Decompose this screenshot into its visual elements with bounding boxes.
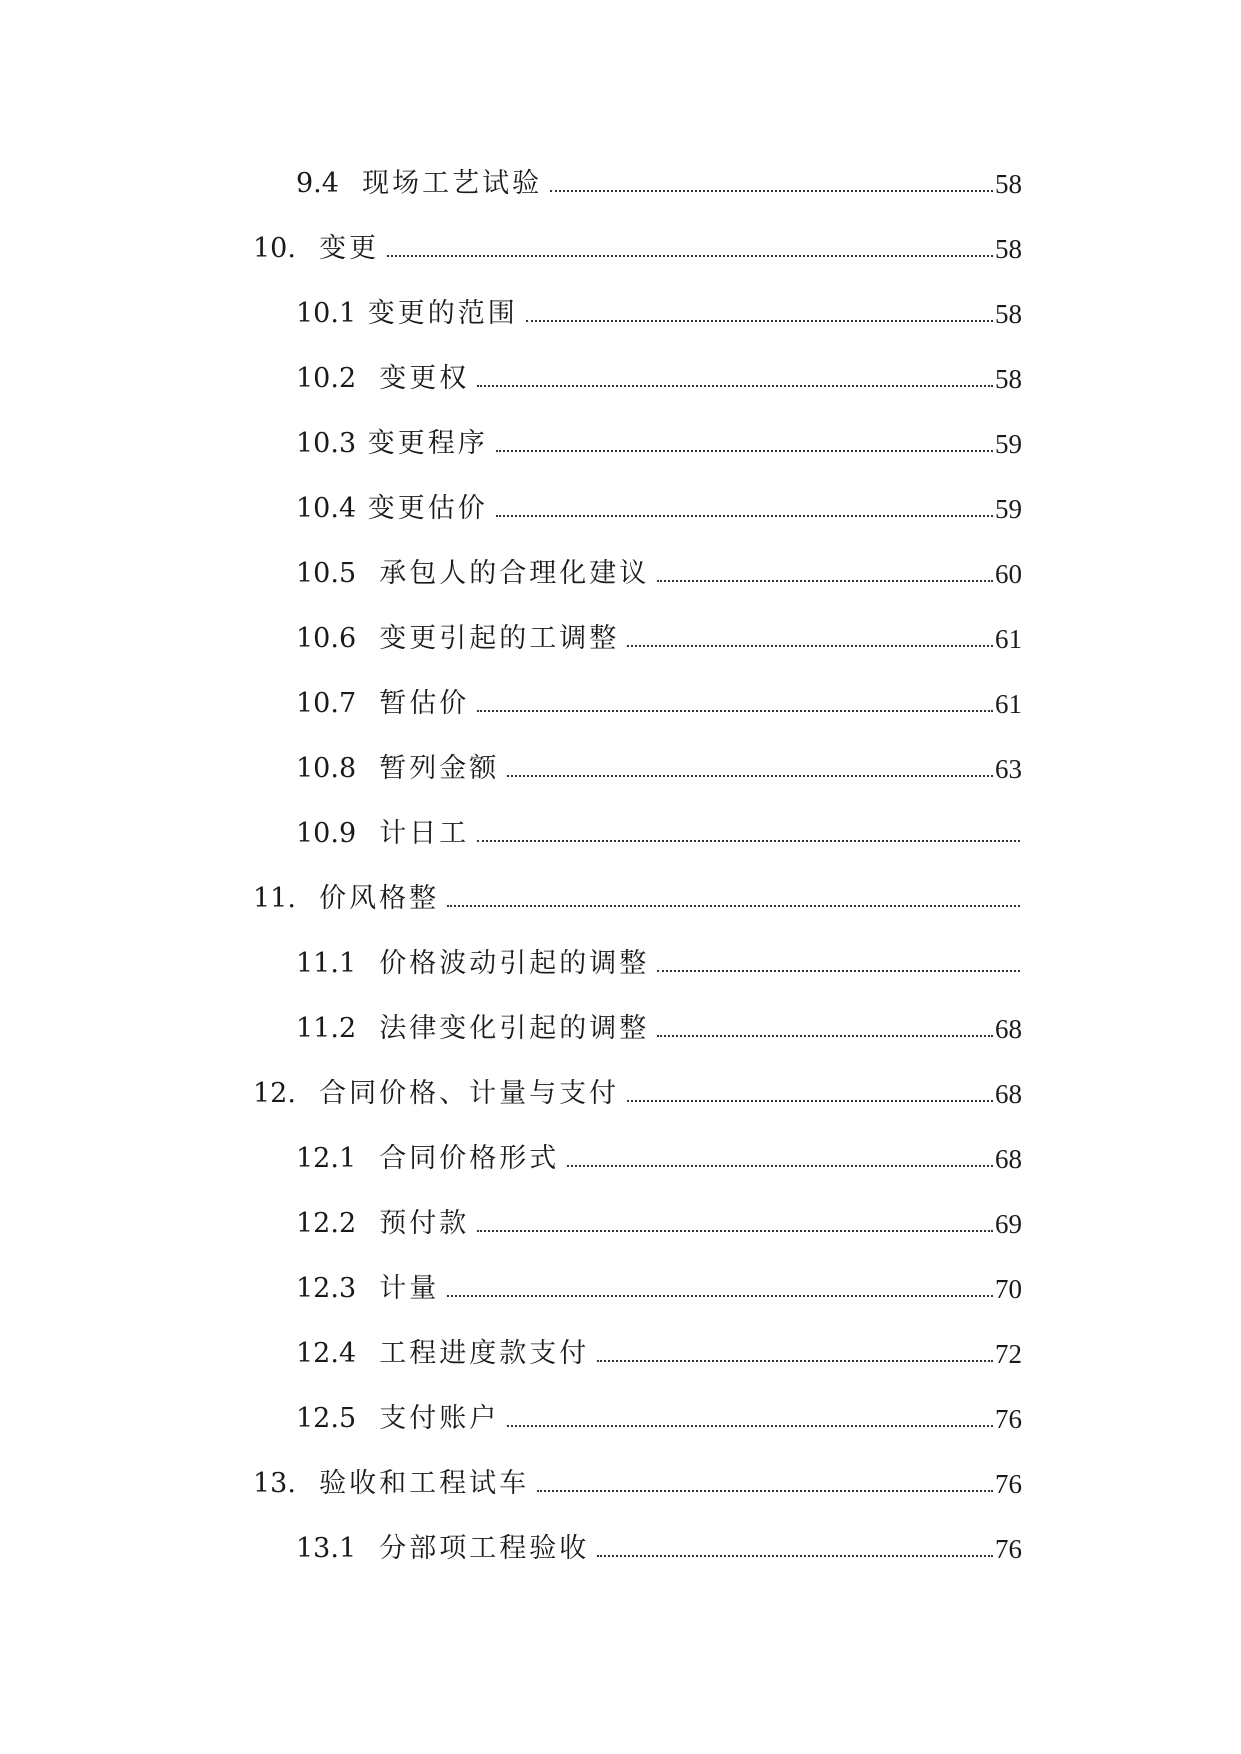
toc-entry-title [253,233,379,265]
toc-entry-title [296,1013,649,1045]
toc-entry-text: 计日工 [379,818,470,849]
toc-entry-title [296,623,619,655]
dot-leader [526,320,993,322]
toc-entry-number: 13.1 [296,1533,357,1564]
toc-entry-title [296,1533,589,1565]
toc-entry[interactable] [296,1135,1022,1175]
toc-entry-title [253,1078,619,1110]
toc-entry-number: 13. [253,1468,296,1499]
toc-entry-page: 60 [995,559,1022,589]
toc-entry[interactable] [253,1460,1022,1500]
toc-entry-title [296,1403,499,1435]
dot-leader [477,1230,993,1232]
toc-entry-number: 9.4 [296,168,339,199]
toc-entry-page: 68 [995,1014,1022,1044]
toc-entry-number: 12. [253,1078,296,1109]
toc-entry-title [296,428,488,460]
toc-entry[interactable] [296,1330,1022,1370]
toc-entry[interactable] [253,225,1022,265]
toc-entry[interactable] [296,420,1022,460]
toc-entry[interactable] [296,680,1022,720]
toc-entry-text: 合同价格、计量与支付 [319,1078,620,1109]
toc-entry[interactable] [296,745,1022,785]
toc-entry-page: 59 [995,494,1022,524]
toc-entry-title [296,493,488,525]
toc-entry-title [296,1338,589,1370]
toc-entry-number: 10.1 [296,298,357,329]
toc-entry-title [253,883,439,915]
toc-entry-page: 58 [995,299,1022,329]
toc-entry-page: 58 [995,169,1022,199]
toc-entry-text: 变更引起的工调整 [379,623,620,654]
toc-entry-number: 12.1 [296,1143,357,1174]
toc-entry-text: 价风格整 [319,883,440,914]
toc-entry-text: 预付款 [379,1208,470,1239]
toc-entry-title [296,688,469,720]
toc-entry[interactable] [296,1525,1022,1565]
toc-entry[interactable] [296,1200,1022,1240]
dot-leader [537,1490,993,1492]
toc-entry-page: 68 [995,1079,1022,1109]
toc-entry-page: 61 [995,689,1022,719]
toc-entry-text: 变更程序 [367,428,488,459]
dot-leader [496,450,993,452]
toc-entry-number: 12.4 [296,1338,357,1369]
toc-entry[interactable] [296,160,1022,200]
toc-entry-page: 68 [995,1144,1022,1174]
toc-entry-number: 11.2 [296,1013,357,1044]
dot-leader [567,1165,993,1167]
toc-entry-title [296,818,469,850]
toc-entry-number: 11. [253,883,296,914]
dot-leader [657,580,993,582]
toc-entry-number: 10.4 [296,493,357,524]
toc-entry[interactable] [296,615,1022,655]
toc-entry-number: 12.2 [296,1208,357,1239]
toc-entry-text: 变更估价 [367,493,488,524]
toc-entry[interactable] [253,875,1022,915]
dot-leader [477,710,993,712]
toc-entry-title [296,753,499,785]
toc-entry-title [296,298,518,330]
toc-entry-number: 11.1 [296,948,357,979]
toc-entry-text: 变更的范围 [367,298,518,329]
toc-entry-page: 72 [995,1339,1022,1369]
toc-entry-page: 59 [995,429,1022,459]
dot-leader [597,1555,993,1557]
toc-entry-text: 承包人的合理化建议 [379,558,650,589]
toc-entry-number: 12.5 [296,1403,357,1434]
toc-entry[interactable] [296,1395,1022,1435]
toc-entry-title [296,363,469,395]
toc-entry-page: 63 [995,754,1022,784]
toc-entry-page: 70 [995,1274,1022,1304]
toc-entry-page: 69 [995,1209,1022,1239]
toc-entry[interactable] [296,290,1022,330]
dot-leader [627,645,993,647]
toc-entry[interactable] [296,1005,1022,1045]
toc-entry[interactable] [296,940,1022,980]
toc-entry-number: 10.5 [296,558,357,589]
toc-entry-text: 暂估价 [379,688,470,719]
toc-entry-title [296,1208,469,1240]
toc-entry[interactable] [296,810,1022,850]
toc-entry-number: 10. [253,233,296,264]
toc-entry[interactable] [253,1070,1022,1110]
toc-entry-title [296,558,649,590]
toc-entry-text: 合同价格形式 [379,1143,560,1174]
toc-entry[interactable] [296,485,1022,525]
toc-entry[interactable] [296,355,1022,395]
toc-entry-page: 58 [995,364,1022,394]
toc-entry-number: 10.7 [296,688,357,719]
dot-leader [550,190,993,192]
toc-entry-number: 10.3 [296,428,357,459]
dot-leader [597,1360,993,1362]
dot-leader [447,905,1020,907]
dot-leader [447,1295,993,1297]
toc-entry-title [296,168,542,200]
dot-leader [477,385,993,387]
dot-leader [507,775,993,777]
toc-entry-text: 变更权 [379,363,470,394]
dot-leader [657,1035,993,1037]
dot-leader [387,255,993,257]
toc-entry-text: 分部项工程验收 [379,1533,590,1564]
toc-entry-number: 10.6 [296,623,357,654]
toc-entry-text: 支付账户 [379,1403,500,1434]
dot-leader [496,515,993,517]
toc-entry-number: 12.3 [296,1273,357,1304]
toc-entry-text: 验收和工程试车 [319,1468,530,1499]
toc-entry-page: 61 [995,624,1022,654]
toc-entry-page: 76 [995,1404,1022,1434]
toc-entry-title [253,1468,529,1500]
toc-entry-number: 10.9 [296,818,357,849]
dot-leader [477,840,1020,842]
toc-entry-text: 价格波动引起的调整 [379,948,650,979]
toc-entry-page: 58 [995,234,1022,264]
toc-entry-title [296,1273,439,1305]
dot-leader [657,970,1020,972]
toc-entry[interactable] [296,550,1022,590]
toc-entry-text: 暂列金额 [379,753,500,784]
toc-entry-page: 76 [995,1469,1022,1499]
toc-entry-text: 计量 [379,1273,440,1304]
toc-entry[interactable] [296,1265,1022,1305]
toc-entry-text: 变更 [319,233,380,264]
toc-entry-text: 法律变化引起的调整 [379,1013,650,1044]
toc-entry-title [296,948,649,980]
toc-entry-page: 76 [995,1534,1022,1564]
toc-entry-number: 10.2 [296,363,357,394]
toc-entry-number: 10.8 [296,753,357,784]
dot-leader [507,1425,993,1427]
toc-entry-text: 现场工艺试验 [362,168,543,199]
toc-entry-text: 工程进度款支付 [379,1338,590,1369]
toc-entry-title [296,1143,559,1175]
dot-leader [627,1100,993,1102]
